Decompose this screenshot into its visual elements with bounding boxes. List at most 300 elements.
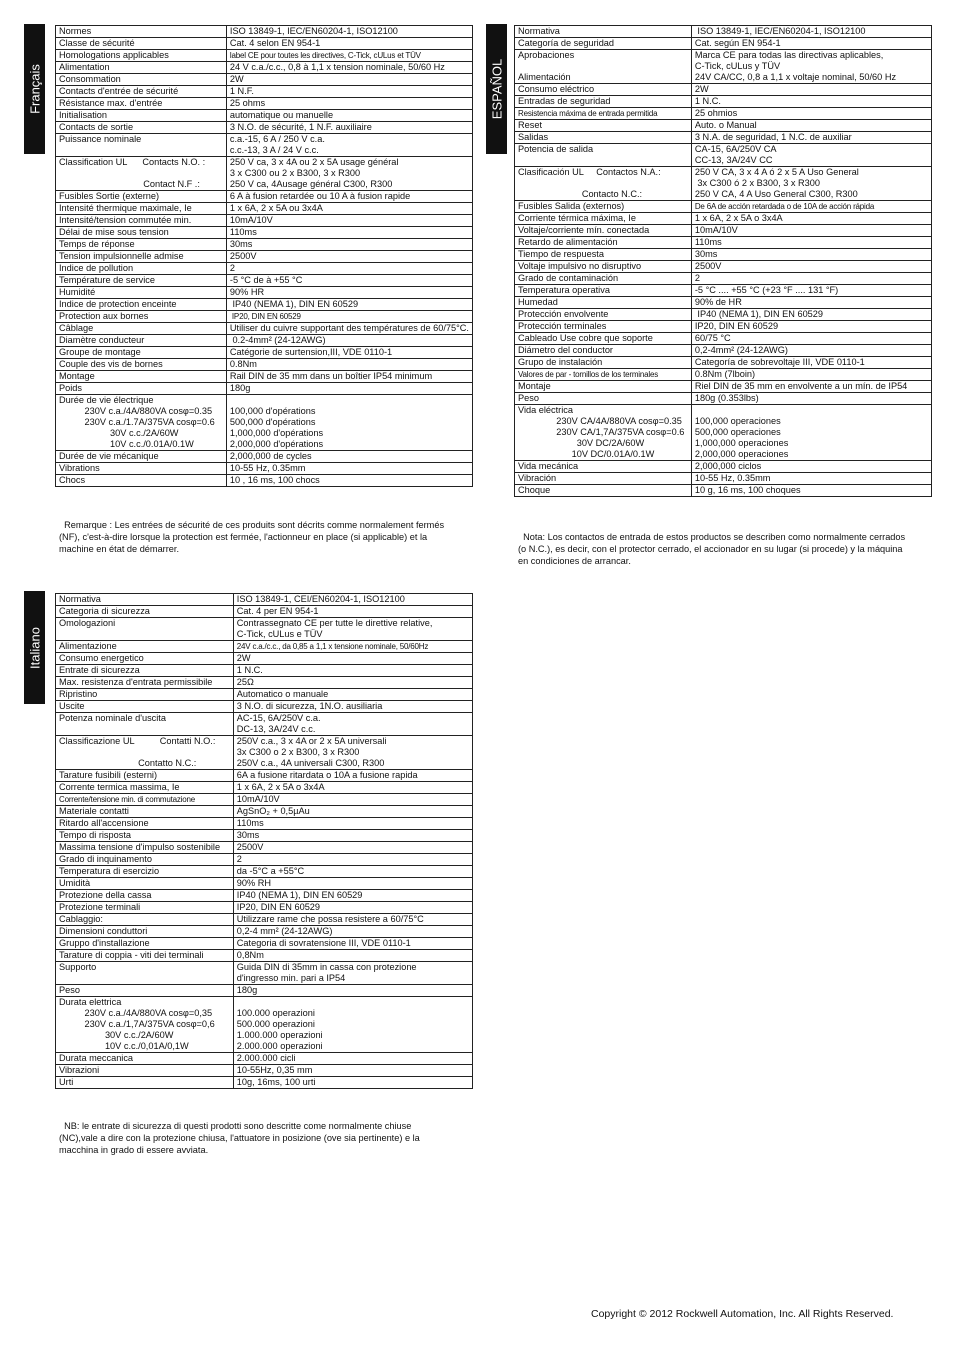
spec-value: Utilizzare rame che possa resistere a 60/75°C: [233, 914, 472, 926]
spec-label: Classe de sécurité: [56, 38, 227, 50]
spec-row: [515, 50, 932, 84]
spec-value: 3 N.O. di sicurezza, 1N.O. ausiliaria: [233, 701, 472, 713]
spec-value: 0,8Nm: [233, 950, 472, 962]
spec-label: Montaje: [515, 381, 692, 393]
note-italiano: NB: le entrate di sicurezza di questi prodotti sono descritte come normalmente chiuse (NC),vale a dire con la protezione chiusa, l'attuatore in posizione (ove sia pertinente) e la macchina in grado di essere avviata.: [59, 1121, 420, 1155]
spec-label: Peso: [56, 985, 234, 997]
spec-label: Categoría de seguridad: [515, 38, 692, 50]
spec-label: Humidité: [56, 287, 227, 299]
language-tab-italiano: [24, 591, 45, 704]
spec-row: [56, 770, 473, 782]
spec-row: [515, 201, 932, 213]
spec-value: 10 g, 16 ms, 100 choques: [691, 485, 931, 497]
spec-value: Cat. 4 per EN 954-1: [233, 606, 472, 618]
spec-row: [515, 369, 932, 381]
spec-row: [56, 985, 473, 997]
spec-label: Normativa: [56, 594, 234, 606]
spec-label: Voltaje impulsivo no disruptivo: [515, 261, 692, 273]
spec-value: label CE pour toutes les directives, C-Tick, cULus et TÜV: [226, 50, 472, 62]
spec-value: IP40 (NEMA 1), DIN EN 60529: [691, 309, 931, 321]
spec-label: Cableado Use cobre que soporte: [515, 333, 692, 345]
spec-value: 2: [226, 263, 472, 275]
spec-row: [56, 38, 473, 50]
spec-label: Retardo de alimentación: [515, 237, 692, 249]
spec-label: Initialisation: [56, 110, 227, 122]
specs-table-italiano: [55, 593, 473, 1089]
spec-row: [56, 275, 473, 287]
spec-label: Potenza nominale d'uscita: [56, 713, 234, 736]
spec-value: Cat. según EN 954-1: [691, 38, 931, 50]
spec-value: 1 N.F.: [226, 86, 472, 98]
spec-row: [56, 227, 473, 239]
language-tab-espanol: [486, 24, 507, 154]
spec-row: [515, 120, 932, 132]
spec-row: [515, 333, 932, 345]
spec-value: 180g (0.353lbs): [691, 393, 931, 405]
spec-value: 100,000 operaciones 500,000 operaciones 1,000,000 operaciones 2,000,000 operaciones: [691, 405, 931, 461]
spec-row: [56, 463, 473, 475]
spec-label: Temperatura di esercizio: [56, 866, 234, 878]
language-tab-francais: [24, 24, 45, 154]
spec-label: Reset: [515, 120, 692, 132]
spec-label: Materiale contatti: [56, 806, 234, 818]
spec-row: [56, 239, 473, 251]
spec-row: [56, 86, 473, 98]
spec-value: 2W: [691, 84, 931, 96]
spec-row: [56, 62, 473, 74]
spec-label: Corrente termica massima, Ie: [56, 782, 234, 794]
spec-value: ISO 13849-1, IEC/EN60204-1, ISO12100: [226, 26, 472, 38]
spec-value: 25 ohmios: [691, 108, 931, 120]
spec-value: Riel DIN de 35 mm en envolvente a un mín. de IP54: [691, 381, 931, 393]
spec-label: Contacts de sortie: [56, 122, 227, 134]
spec-value: 250 V ca, 3 x 4A ou 2 x 5A usage général 3 x C300 ou 2 x B300, 3 x R300 250 V ca, 4Ausage général C300, R300: [226, 157, 472, 191]
spec-value: 10-55Hz, 0,35 mm: [233, 1065, 472, 1077]
spec-value: 2500V: [691, 261, 931, 273]
spec-row: [56, 323, 473, 335]
spec-row: [56, 335, 473, 347]
spec-label: Clasificación UL Contactos N.A.: Contacto N.C.:: [515, 167, 692, 201]
spec-label: Protection aux bornes: [56, 311, 227, 323]
spec-value: 0.2-4mm² (24-12AWG): [226, 335, 472, 347]
spec-row: [56, 395, 473, 451]
spec-row: [515, 461, 932, 473]
spec-label: Vibrazioni: [56, 1065, 234, 1077]
spec-label: Normativa: [515, 26, 692, 38]
spec-row: [515, 309, 932, 321]
spec-value: 90% RH: [233, 878, 472, 890]
spec-label: Entrate di sicurezza: [56, 665, 234, 677]
spec-label: Entradas de seguridad: [515, 96, 692, 108]
spec-label: Tempo di risposta: [56, 830, 234, 842]
spec-label: Consumo energetico: [56, 653, 234, 665]
spec-row: [515, 285, 932, 297]
language-tab-label: Italiano: [27, 626, 42, 669]
spec-label: Protección envolvente: [515, 309, 692, 321]
spec-value: 1 N.C.: [691, 96, 931, 108]
spec-value: 3 N.A. de seguridad, 1 N.C. de auxiliar: [691, 132, 931, 144]
spec-label: Tension impulsionnelle admise: [56, 251, 227, 263]
spec-label: Temperatura operativa: [515, 285, 692, 297]
spec-row: [56, 263, 473, 275]
spec-row: [56, 74, 473, 86]
spec-row: [515, 405, 932, 461]
spec-row: [56, 713, 473, 736]
spec-value: 10-55 Hz, 0.35mm: [691, 473, 931, 485]
spec-row: [515, 485, 932, 497]
spec-row: [56, 665, 473, 677]
spec-label: Tiempo de respuesta: [515, 249, 692, 261]
spec-label: Intensité thermique maximale, Ie: [56, 203, 227, 215]
spec-label: Peso: [515, 393, 692, 405]
spec-label: Température de service: [56, 275, 227, 287]
spec-row: [56, 475, 473, 487]
spec-label: Protección terminales: [515, 321, 692, 333]
copyright: Copyright © 2012 Rockwell Automation, Inc. All Rights Reserved.: [591, 1308, 894, 1320]
spec-value: 10mA/10V: [226, 215, 472, 227]
spec-row: [56, 383, 473, 395]
spec-label: Humedad: [515, 297, 692, 309]
spec-label: Massima tensione d'impulso sostenibile: [56, 842, 234, 854]
spec-value: IP20, DIN EN 60529: [233, 902, 472, 914]
spec-label: Aprobaciones Alimentación: [515, 50, 692, 84]
spec-value: -5 °C .... +55 °C (+23 °F .... 131 °F): [691, 285, 931, 297]
spec-row: [56, 997, 473, 1053]
spec-value: 6 A à fusion retardée ou 10 A à fusion rapide: [226, 191, 472, 203]
spec-value: 250 V CA, 3 x 4 A ó 2 x 5 A Uso General 3x C300 ó 2 x B300, 3 x R300 250 V CA, 4 A Uso General C300, R300: [691, 167, 931, 201]
spec-row: [56, 878, 473, 890]
spec-label: Normes: [56, 26, 227, 38]
spec-value: 250V c.a., 3 x 4A or 2 x 5A universali 3x C300 o 2 x B300, 3 x R300 250V c.a., 4A universali C300, R300: [233, 736, 472, 770]
spec-value: IP40 (NEMA 1), DIN EN 60529: [233, 890, 472, 902]
spec-row: [56, 914, 473, 926]
spec-value: Auto. o Manual: [691, 120, 931, 132]
spec-value: 110ms: [226, 227, 472, 239]
spec-row: [56, 347, 473, 359]
spec-label: Intensité/tension commutée min.: [56, 215, 227, 227]
spec-label: Ripristino: [56, 689, 234, 701]
spec-value: 2: [691, 273, 931, 285]
spec-value: 2500V: [233, 842, 472, 854]
spec-label: Grado de contaminación: [515, 273, 692, 285]
spec-row: [515, 144, 932, 167]
spec-label: Voltaje/corriente mín. conectada: [515, 225, 692, 237]
specs-table-francais: [55, 25, 473, 487]
spec-row: [56, 287, 473, 299]
spec-value: Utiliser du cuivre supportant des températures de 60/75°C.: [226, 323, 472, 335]
spec-row: [56, 311, 473, 323]
spec-value: 24 V c.a./c.c., 0,8 à 1,1 x tension nominale, 50/60 Hz: [226, 62, 472, 74]
spec-label: Omologazioni: [56, 618, 234, 641]
spec-value: 2500V: [226, 251, 472, 263]
spec-value: Categoria di sovratensione III, VDE 0110-1: [233, 938, 472, 950]
spec-row: [56, 98, 473, 110]
note-espanol: Nota: Los contactos de entrada de estos productos se describen como normalmente cerrados (o N.C.), es decir, con el protector cerrado, el accionador en su lugar (si procede) y la máquina en condiciones de arrancar.: [518, 532, 906, 566]
spec-value: 180g: [233, 985, 472, 997]
spec-row: [515, 38, 932, 50]
specs-table-espanol: [514, 25, 932, 497]
spec-label: Durée de vie mécanique: [56, 451, 227, 463]
spec-label: Chocs: [56, 475, 227, 487]
spec-value: 0.8Nm: [226, 359, 472, 371]
spec-label: Vida eléctrica 230V CA/4A/880VA cosφ=0.35 230V CA/1,7A/375VA cosφ=0.6 30V DC/2A/60W 10V DC/0.01A/0.1W: [515, 405, 692, 461]
spec-row: [56, 50, 473, 62]
spec-label: Fusibles Sortie (externe): [56, 191, 227, 203]
spec-value: Marca CE para todas las directivas aplicables, C-Tick, cULus y TÜV 24V CA/CC, 0,8 a 1,1 x voltaje nominal, 50/60 Hz: [691, 50, 931, 84]
spec-label: Umidità: [56, 878, 234, 890]
spec-row: [515, 321, 932, 333]
spec-value: 30ms: [226, 239, 472, 251]
spec-label: Uscite: [56, 701, 234, 713]
spec-label: Vida mecánica: [515, 461, 692, 473]
spec-value: Categoría de sobrevoltaje III, VDE 0110-1: [691, 357, 931, 369]
spec-label: Durata meccanica: [56, 1053, 234, 1065]
spec-value: 1 x 6A, 2 x 5A o 3x4A: [233, 782, 472, 794]
spec-value: 25 ohms: [226, 98, 472, 110]
spec-label: Potencia de salida: [515, 144, 692, 167]
spec-label: Câblage: [56, 323, 227, 335]
spec-value: Cat. 4 selon EN 954-1: [226, 38, 472, 50]
spec-label: Montage: [56, 371, 227, 383]
spec-row: [56, 359, 473, 371]
spec-label: Délai de mise sous tension: [56, 227, 227, 239]
spec-label: Vibrations: [56, 463, 227, 475]
spec-value: 10-55 Hz, 0.35mm: [226, 463, 472, 475]
spec-row: [515, 473, 932, 485]
spec-label: Tarature fusibili (esterni): [56, 770, 234, 782]
spec-label: Gruppo d'installazione: [56, 938, 234, 950]
spec-value: Rail DIN de 35 mm dans un boîtier IP54 minimum: [226, 371, 472, 383]
spec-row: [515, 84, 932, 96]
spec-value: 30ms: [233, 830, 472, 842]
spec-label: Ritardo all'accensione: [56, 818, 234, 830]
spec-label: Grupo de instalación: [515, 357, 692, 369]
spec-value: Contrassegnato CE per tutte le direttive relative, C-Tick, cULus e TÜV: [233, 618, 472, 641]
spec-row: [56, 653, 473, 665]
spec-value: 2,000,000 ciclos: [691, 461, 931, 473]
spec-value: 2,000,000 de cycles: [226, 451, 472, 463]
spec-row: [515, 357, 932, 369]
spec-label: Consumo eléctrico: [515, 84, 692, 96]
spec-value: 10 , 16 ms, 100 chocs: [226, 475, 472, 487]
spec-row: [56, 191, 473, 203]
spec-label: Classificazione UL Contatti N.O.: Contatto N.C.:: [56, 736, 234, 770]
spec-value: 60/75 °C: [691, 333, 931, 345]
spec-label: Consommation: [56, 74, 227, 86]
spec-label: Grado di inquinamento: [56, 854, 234, 866]
spec-row: [56, 830, 473, 842]
spec-row: [515, 237, 932, 249]
spec-row: [515, 273, 932, 285]
spec-row: [56, 122, 473, 134]
spec-value: 2: [233, 854, 472, 866]
spec-label: Diamètre conducteur: [56, 335, 227, 347]
spec-label: Alimentation: [56, 62, 227, 74]
spec-label: Contacts d'entrée de sécurité: [56, 86, 227, 98]
spec-value: 2W: [233, 653, 472, 665]
spec-label: Couple des vis de bornes: [56, 359, 227, 371]
spec-value: ISO 13849-1, CEI/EN60204-1, ISO12100: [233, 594, 472, 606]
spec-label: Dimensioni conduttori: [56, 926, 234, 938]
language-tab-label: Français: [27, 64, 42, 114]
spec-value: 30ms: [691, 249, 931, 261]
spec-row: [56, 594, 473, 606]
spec-value: 1 N.C.: [233, 665, 472, 677]
spec-value: 0,2-4mm² (24-12AWG): [691, 345, 931, 357]
spec-value: 180g: [226, 383, 472, 395]
spec-label: Classification UL Contacts N.O. : Contact N.F .:: [56, 157, 227, 191]
spec-row: [56, 157, 473, 191]
spec-row: [56, 854, 473, 866]
spec-value: 100,000 d'opérations 500,000 d'opérations 1,000,000 d'opérations 2,000,000 d'opérations: [226, 395, 472, 451]
spec-label: Groupe de montage: [56, 347, 227, 359]
spec-row: [56, 890, 473, 902]
spec-value: 110ms: [691, 237, 931, 249]
spec-value: da -5°C a +55°C: [233, 866, 472, 878]
spec-label: Corrente/tensione min. di commutazione: [56, 794, 234, 806]
spec-row: [56, 866, 473, 878]
spec-row: [56, 689, 473, 701]
spec-value: CA-15, 6A/250V CA CC-13, 3A/24V CC: [691, 144, 931, 167]
spec-value: 10g, 16ms, 100 urti: [233, 1077, 472, 1089]
spec-value: 2W: [226, 74, 472, 86]
spec-row: [515, 225, 932, 237]
spec-row: [515, 96, 932, 108]
spec-row: [515, 26, 932, 38]
spec-value: 24V c.a./c.c., da 0,85 a 1,1 x tensione nominale, 50/60Hz: [233, 641, 472, 653]
spec-row: [56, 938, 473, 950]
spec-label: Indice de protection enceinte: [56, 299, 227, 311]
spec-row: [56, 926, 473, 938]
spec-row: [515, 297, 932, 309]
spec-value: 100.000 operazioni 500.000 operazioni 1.000.000 operazioni 2.000.000 operazioni: [233, 997, 472, 1053]
spec-label: Homologations applicables: [56, 50, 227, 62]
spec-label: Protezione della cassa: [56, 890, 234, 902]
spec-label: Poids: [56, 383, 227, 395]
spec-label: Puissance nominale: [56, 134, 227, 157]
spec-label: Protezione terminali: [56, 902, 234, 914]
spec-row: [56, 251, 473, 263]
spec-row: [56, 451, 473, 463]
note-francais: Remarque : Les entrées de sécurité de ces produits sont décrits comme normalement fermés (NF), c'est-à-dire lorsque la protection est fermée, l'actionneur en place (si applicable) et la machine en état de démarrer.: [59, 520, 445, 554]
spec-row: [56, 299, 473, 311]
spec-value: IP40 (NEMA 1), DIN EN 60529: [226, 299, 472, 311]
spec-label: Durée de vie électrique 230V c.a./4A/880VA cosφ=0.35 230V c.a./1.7A/375VA cosφ=0.6 30V c.c./2A/60W 10V c.c./0.01A/0.1W: [56, 395, 227, 451]
spec-row: [56, 26, 473, 38]
spec-row: [56, 701, 473, 713]
spec-label: Temps de réponse: [56, 239, 227, 251]
spec-value: Catégorie de surtension,III, VDE 0110-1: [226, 347, 472, 359]
spec-row: [56, 641, 473, 653]
spec-row: [56, 215, 473, 227]
spec-value: 90% HR: [226, 287, 472, 299]
spec-row: [515, 167, 932, 201]
spec-label: Salidas: [515, 132, 692, 144]
spec-row: [515, 345, 932, 357]
spec-row: [56, 818, 473, 830]
spec-row: [56, 677, 473, 689]
spec-row: [56, 618, 473, 641]
spec-label: Cablaggio:: [56, 914, 234, 926]
spec-value: 1 x 6A, 2 x 5A ou 3x4A: [226, 203, 472, 215]
spec-label: Fusibles Salida (externos): [515, 201, 692, 213]
spec-value: Automatico o manuale: [233, 689, 472, 701]
spec-row: [56, 782, 473, 794]
spec-row: [56, 794, 473, 806]
spec-row: [56, 371, 473, 383]
spec-row: [56, 950, 473, 962]
spec-value: 3 N.O. de sécurité, 1 N.F. auxiliaire: [226, 122, 472, 134]
spec-row: [56, 134, 473, 157]
language-tab-label: ESPAÑOL: [489, 58, 504, 120]
spec-row: [515, 213, 932, 225]
spec-label: Vibración: [515, 473, 692, 485]
spec-label: Max. resistenza d'entrata permissibile: [56, 677, 234, 689]
spec-label: Choque: [515, 485, 692, 497]
spec-row: [56, 606, 473, 618]
spec-value: IP20, DIN EN 60529: [691, 321, 931, 333]
spec-row: [515, 132, 932, 144]
spec-value: 0.8Nm (7lboin): [691, 369, 931, 381]
spec-row: [56, 203, 473, 215]
spec-label: Valores de par - tornillos de los terminales: [515, 369, 692, 381]
spec-value: ISO 13849-1, IEC/EN60204-1, ISO12100: [691, 26, 931, 38]
spec-label: Diámetro del conductor: [515, 345, 692, 357]
spec-label: Durata elettrica 230V c.a./4A/880VA cosφ=0,35 230V c.a./1,7A/375VA cosφ=0,6 30V c.c./2A/60W 10V c.c./0,01A/0,1W: [56, 997, 234, 1053]
spec-value: 110ms: [233, 818, 472, 830]
spec-label: Corriente térmica máxima, Ie: [515, 213, 692, 225]
spec-row: [56, 842, 473, 854]
spec-row: [56, 736, 473, 770]
spec-value: AC-15, 6A/250V c.a. DC-13, 3A/24V c.c.: [233, 713, 472, 736]
spec-value: 90% de HR: [691, 297, 931, 309]
spec-value: 10mA/10V: [691, 225, 931, 237]
spec-value: De 6A de acción retardada o de 10A de acción rápida: [691, 201, 931, 213]
spec-value: 1 x 6A, 2 x 5A o 3x4A: [691, 213, 931, 225]
spec-value: 6A a fusione ritardata o 10A a fusione rapida: [233, 770, 472, 782]
spec-value: 0,2-4 mm² (24-12AWG): [233, 926, 472, 938]
spec-row: [515, 108, 932, 120]
spec-row: [56, 110, 473, 122]
spec-value: IP20, DIN EN 60529: [226, 311, 472, 323]
spec-value: 2.000.000 cicli: [233, 1053, 472, 1065]
spec-label: Urti: [56, 1077, 234, 1089]
spec-row: [56, 1053, 473, 1065]
spec-row: [515, 381, 932, 393]
spec-row: [56, 806, 473, 818]
spec-label: Résistance max. d'entrée: [56, 98, 227, 110]
spec-row: [56, 1065, 473, 1077]
spec-value: Guida DIN di 35mm in cassa con protezione d'ingresso min. pari a IP54: [233, 962, 472, 985]
spec-value: -5 °C de à +55 °C: [226, 275, 472, 287]
spec-label: Indice de pollution: [56, 263, 227, 275]
spec-row: [56, 962, 473, 985]
spec-label: Alimentazione: [56, 641, 234, 653]
spec-row: [56, 1077, 473, 1089]
spec-label: Categoria di sicurezza: [56, 606, 234, 618]
spec-row: [515, 393, 932, 405]
spec-row: [56, 902, 473, 914]
spec-row: [515, 261, 932, 273]
spec-value: 25Ω: [233, 677, 472, 689]
spec-label: Supporto: [56, 962, 234, 985]
spec-label: Resistencia máxima de entrada permitida: [515, 108, 692, 120]
spec-label: Tarature di coppia - viti dei terminali: [56, 950, 234, 962]
spec-value: 10mA/10V: [233, 794, 472, 806]
spec-value: automatique ou manuelle: [226, 110, 472, 122]
spec-value: AgSnO₂ + 0,5µAu: [233, 806, 472, 818]
spec-row: [515, 249, 932, 261]
